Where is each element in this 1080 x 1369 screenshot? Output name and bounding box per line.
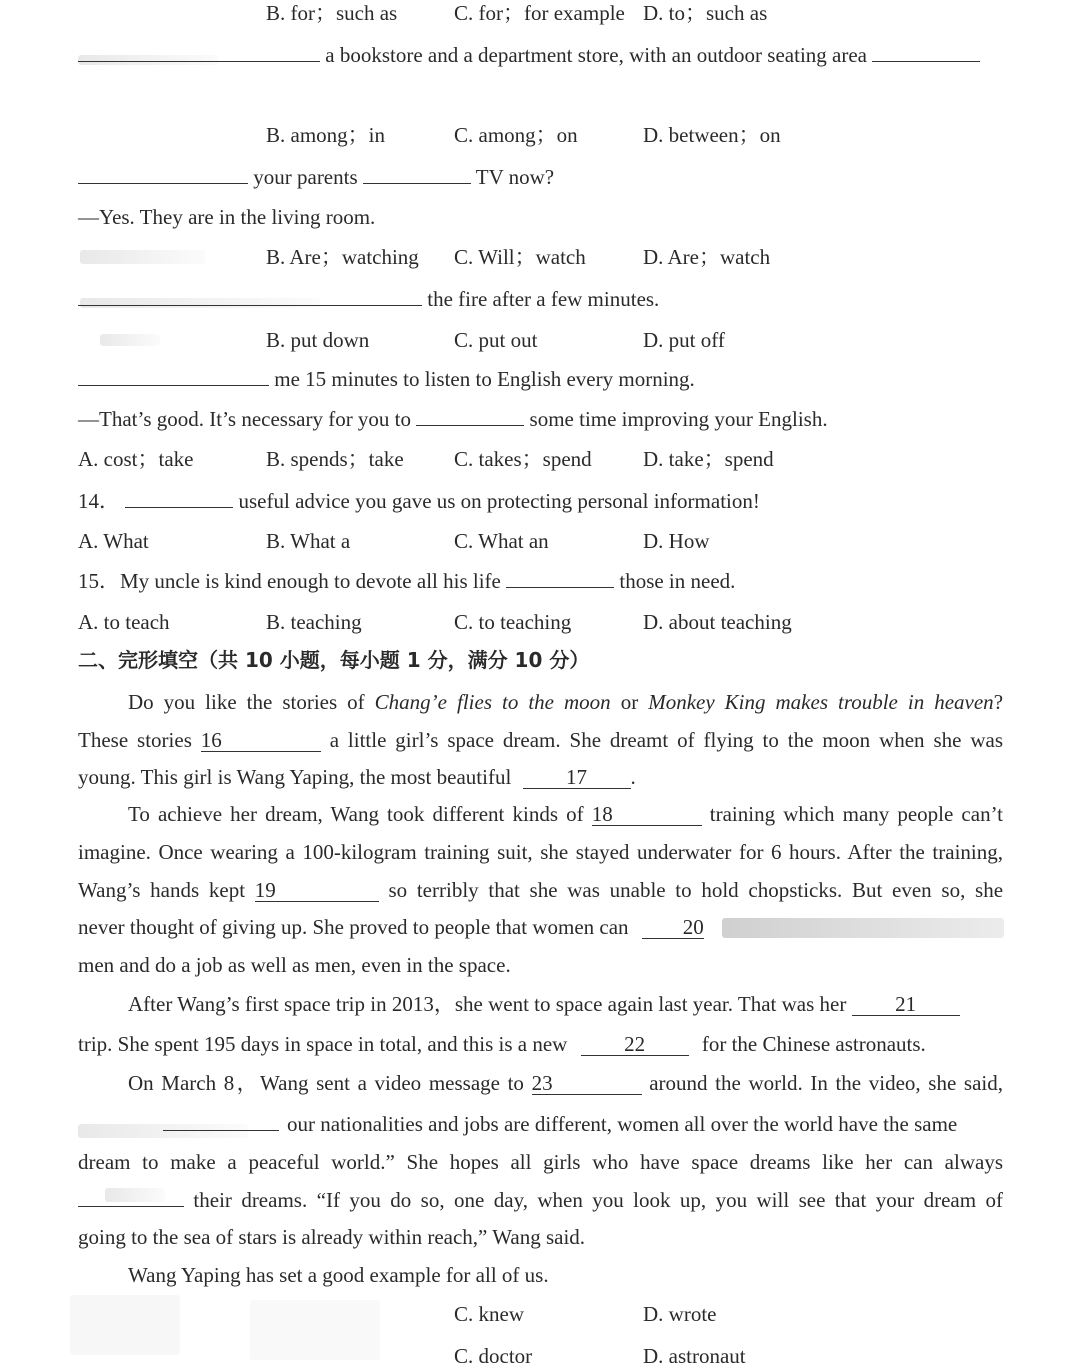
option-b: B. among；in xyxy=(266,123,385,147)
answer-blank xyxy=(78,367,269,386)
option-c: C. What an xyxy=(454,529,549,553)
scan-smudge xyxy=(70,1295,180,1355)
option-d: D. about teaching xyxy=(643,610,792,634)
numbered-blank: 21 xyxy=(852,993,960,1016)
option-c: C. Will；watch xyxy=(454,245,586,269)
question-14-stem: 14． useful advice you gave us on protecting personal information! xyxy=(78,489,760,513)
question-13-stem: me 15 minutes to listen to English every morning. xyxy=(78,366,695,392)
passage-line: Do you like the stories of Chang’e flies to the moon or Monkey King makes trouble in heaven? xyxy=(128,690,1004,714)
option-d: D. put off xyxy=(643,328,725,352)
numbered-blank: 23 xyxy=(532,1072,642,1095)
option-c: C. knew xyxy=(454,1302,524,1326)
passage-line: dream to make a peaceful world.” She hopes all girls who have space dreams like her can always xyxy=(78,1150,1003,1174)
option-a: A. What xyxy=(78,529,149,553)
passage-line: Wang Yaping has set a good example for all of us. xyxy=(128,1263,549,1287)
answer-blank xyxy=(78,165,248,184)
scan-smudge xyxy=(722,918,1004,938)
numbered-blank: 17 xyxy=(523,766,631,789)
option-b: B. Are；watching xyxy=(266,245,419,269)
answer-blank xyxy=(78,1188,184,1207)
answer-blank xyxy=(506,569,614,588)
numbered-blank: 20 xyxy=(642,916,704,939)
passage-line: After Wang’s first space trip in 2013，she went to space again last year. That was her 21 xyxy=(128,991,960,1017)
option-a: A. cost；take xyxy=(78,447,194,471)
answer-blank xyxy=(78,287,422,306)
option-c: C. doctor xyxy=(454,1344,533,1368)
option-b: B. teaching xyxy=(266,610,362,634)
question-10-stem: a bookstore and a department store, with an outdoor seating area xyxy=(78,42,980,68)
numbered-blank: 18 xyxy=(592,803,702,826)
passage-line: To achieve her dream, Wang took different kinds of 18 training which many people can’t xyxy=(128,802,1004,826)
scan-smudge xyxy=(250,1300,380,1360)
passage-line: their dreams. “If you do so, one day, when you look up, you will see that your dream of xyxy=(78,1187,1003,1213)
answer-blank xyxy=(363,165,471,184)
answer-blank xyxy=(872,43,980,62)
passage-line: On March 8，Wang sent a video message to 23 around the world. In the video, she said, xyxy=(128,1071,1004,1095)
option-d: D. Are；watch xyxy=(643,245,771,269)
option-d: D. astronaut xyxy=(643,1344,746,1368)
scan-smudge xyxy=(80,250,205,264)
option-b: B. for；such as xyxy=(266,1,398,25)
option-c: C. for；for example xyxy=(454,1,625,25)
option-c: C. takes；spend xyxy=(454,447,592,471)
passage-line: trip. She spent 195 days in space in total, and this is a new 22 for the Chinese astronauts. xyxy=(78,1032,926,1056)
section-heading: 二、完形填空（共 10 小题，每小题 1 分，满分 10 分） xyxy=(78,648,590,672)
scan-smudge xyxy=(100,334,160,346)
option-c: C. among；on xyxy=(454,123,578,147)
option-d: D. take；spend xyxy=(643,447,774,471)
option-d: D. wrote xyxy=(643,1302,717,1326)
option-c: C. put out xyxy=(454,328,538,352)
numbered-blank: 16 xyxy=(201,729,321,752)
option-a: A. to teach xyxy=(78,610,170,634)
question-15-stem: 15．My uncle is kind enough to devote all his life those in need. xyxy=(78,569,736,593)
passage-line: our nationalities and jobs are different, women all over the world have the same xyxy=(163,1111,1003,1137)
option-d: D. How xyxy=(643,529,710,553)
answer-blank xyxy=(78,43,320,62)
option-b: B. spends；take xyxy=(266,447,404,471)
answer-blank xyxy=(416,407,524,426)
question-12-stem: the fire after a few minutes. xyxy=(78,286,659,312)
passage-line: Wang’s hands kept 19 so terribly that she was unable to hold chopsticks. But even so, she xyxy=(78,878,1004,902)
answer-blank xyxy=(163,1112,279,1131)
passage-line: going to the sea of stars is already within reach,” Wang said. xyxy=(78,1225,586,1249)
option-d: D. to；such as xyxy=(643,1,768,25)
option-b: B. What a xyxy=(266,529,351,553)
passage-line: never thought of giving up. She proved to people that women can 20 xyxy=(78,915,704,939)
option-c: C. to teaching xyxy=(454,610,572,634)
question-11-stem: your parents TV now? xyxy=(78,164,554,190)
numbered-blank: 22 xyxy=(581,1033,689,1056)
passage-line: men and do a job as well as men, even in the space. xyxy=(78,953,511,977)
question-11-reply: —Yes. They are in the living room. xyxy=(78,205,376,229)
passage-line: imagine. Once wearing a 100-kilogram training suit, she stayed underwater for 6 hours. After the training, xyxy=(78,840,1003,864)
option-d: D. between；on xyxy=(643,123,781,147)
option-b: B. put down xyxy=(266,328,370,352)
answer-blank xyxy=(125,489,233,508)
passage-line: These stories 16 a little girl’s space dream. She dreamt of flying to the moon when she was xyxy=(78,728,1004,752)
numbered-blank: 19 xyxy=(255,879,379,902)
passage-line: young. This girl is Wang Yaping, the most beautiful 17 . xyxy=(78,765,636,789)
question-13-reply: —That’s good. It’s necessary for you to some time improving your English. xyxy=(78,407,828,431)
